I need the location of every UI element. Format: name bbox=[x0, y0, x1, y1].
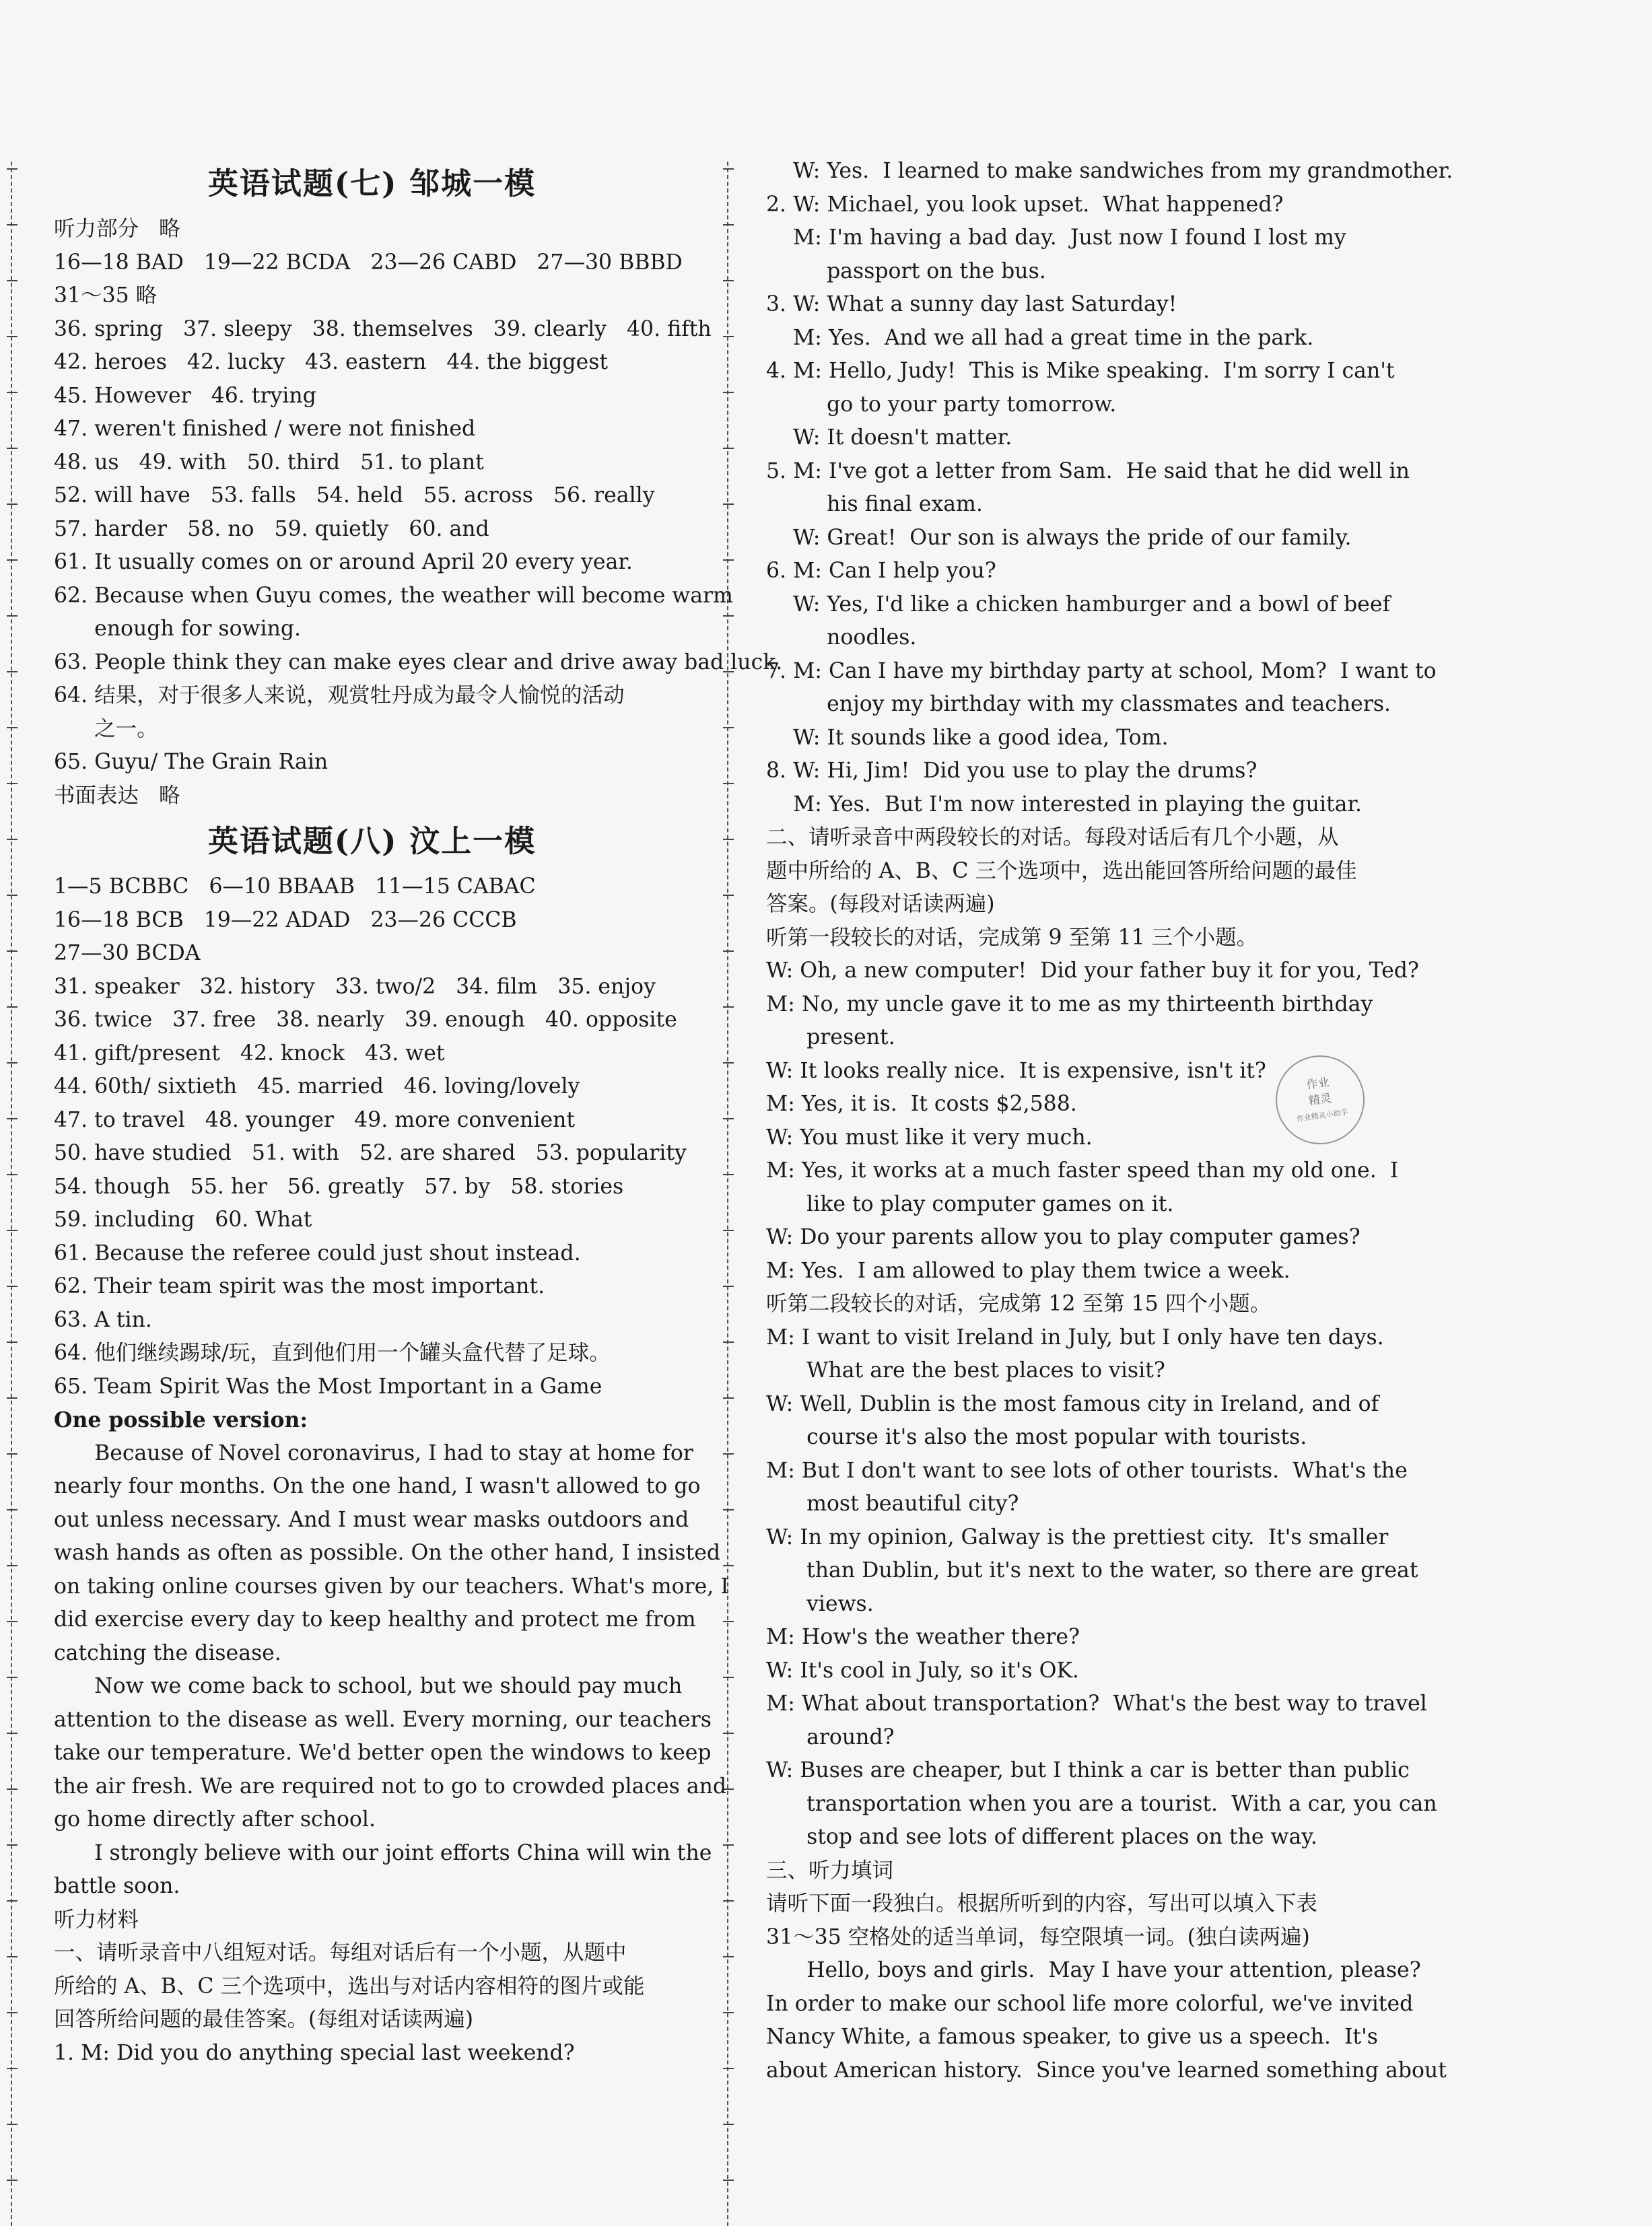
dialogue-line: Hello, boys and girls. May I have your attention, please? bbox=[766, 1958, 1421, 1982]
dialogue-line: his final exam. bbox=[766, 492, 983, 516]
dialogue-line: 4. M: Hello, Judy! This is Mike speaking. I'm sorry I can't bbox=[766, 359, 1395, 383]
section8-answers bbox=[54, 870, 690, 1403]
section7-answers bbox=[54, 213, 783, 812]
cut-tick bbox=[7, 615, 18, 617]
answer-line: 41. gift/present 42. knock 43. wet bbox=[54, 1041, 445, 1066]
answer-line: 63. People think they can make eyes clear and drive away bad luck. bbox=[54, 650, 783, 674]
answer-line: 65. Guyu/ The Grain Rain bbox=[54, 750, 329, 774]
answer-line: enough for sowing. bbox=[54, 617, 302, 641]
left-column bbox=[54, 155, 783, 2070]
left-cut-line bbox=[11, 162, 12, 2226]
instruction-line: 一、请听录音中八组短对话。每组对话后有一个小题，从题中 bbox=[54, 1941, 627, 1965]
cut-tick bbox=[723, 336, 734, 337]
cut-tick bbox=[7, 1844, 18, 1846]
cut-tick bbox=[7, 1733, 18, 1734]
dialogue-line: W: Yes. I learned to make sandwiches from my grandmother. bbox=[766, 159, 1453, 183]
stamp-text: 作业 bbox=[1305, 1075, 1330, 1092]
answer-line: 1—5 BCBBC 6—10 BBAAB 11—15 CABAC bbox=[54, 874, 536, 899]
cut-tick bbox=[723, 392, 734, 393]
answer-line: 42. heroes 42. lucky 43. eastern 44. the biggest bbox=[54, 350, 609, 374]
cut-tick bbox=[7, 839, 18, 840]
cut-tick bbox=[723, 2124, 734, 2125]
dialogue-line: M: I want to visit Ireland in July, but I only have ten days. bbox=[766, 1325, 1384, 1350]
listening-heading: 听力材料 bbox=[54, 1907, 139, 1932]
cut-tick bbox=[7, 1286, 18, 1287]
cut-tick bbox=[7, 1509, 18, 1510]
cut-tick bbox=[7, 1621, 18, 1622]
dialogue-line: W: Well, Dublin is the most famous city in Ireland, and of bbox=[766, 1391, 1379, 1416]
section8-title: 英语试题(八) 汶上一模 bbox=[207, 823, 537, 859]
answer-line: 61. Because the referee could just shout instead. bbox=[54, 1241, 581, 1265]
cut-tick bbox=[7, 2180, 18, 2181]
cut-tick bbox=[723, 2068, 734, 2069]
cut-tick bbox=[723, 615, 734, 617]
answer-line: 31. speaker 32. history 33. two/2 34. film 35. enjoy bbox=[54, 974, 656, 999]
cut-tick bbox=[7, 1174, 18, 1175]
cut-tick bbox=[723, 1062, 734, 1064]
answer-line: 52. will have 53. falls 54. held 55. across 56. really bbox=[54, 483, 655, 508]
answer-line: 64. 他们继续踢球/玩，直到他们用一个罐头盒代替了足球。 bbox=[54, 1341, 611, 1365]
dialogue-line: 题中所给的 A、B、C 三个选项中，选出能回答所给问题的最佳 bbox=[766, 858, 1357, 883]
cut-tick bbox=[7, 559, 18, 561]
center-cut-line bbox=[727, 162, 728, 2226]
essay-line: attention to the disease as well. Every morning, our teachers bbox=[54, 1707, 712, 1732]
cut-tick bbox=[7, 950, 18, 952]
dialogue-line: W: It doesn't matter. bbox=[766, 425, 1012, 450]
dialogue-line: 听第一段较长的对话，完成第 9 至第 11 三个小题。 bbox=[766, 925, 1258, 950]
dialogue-line: What are the best places to visit? bbox=[766, 1358, 1165, 1383]
cut-tick bbox=[723, 1844, 734, 1846]
dialogue-line: M: Yes, it is. It costs $2,588. bbox=[766, 1092, 1077, 1116]
cut-tick bbox=[7, 1788, 18, 1790]
cut-tick bbox=[723, 1677, 734, 1678]
answer-line: 61. It usually comes on or around April 20 every year. bbox=[54, 550, 633, 574]
answer-line: 听力部分 略 bbox=[54, 217, 180, 241]
cut-tick bbox=[7, 280, 18, 281]
cut-tick bbox=[723, 1230, 734, 1231]
answer-line: 54. though 55. her 56. greatly 57. by 58. stories bbox=[54, 1174, 624, 1199]
dialogue-line: course it's also the most popular with tourists. bbox=[766, 1425, 1307, 1449]
dialogue-line: 31～35 空格处的适当单词，每空限填一词。(独白读两遍) bbox=[766, 1924, 1310, 1949]
cut-tick bbox=[723, 1174, 734, 1175]
cut-tick bbox=[7, 392, 18, 393]
essay-line: take our temperature. We'd better open the windows to keep bbox=[54, 1741, 712, 1765]
dialogue-line: 三、听力填词 bbox=[766, 1858, 894, 1883]
answer-line: 36. twice 37. free 38. nearly 39. enough 40. opposite bbox=[54, 1008, 677, 1032]
dialogue-line: views. bbox=[766, 1591, 874, 1616]
cut-tick bbox=[723, 950, 734, 952]
cut-tick bbox=[7, 1900, 18, 1902]
dialogue-line: W: In my opinion, Galway is the prettiest city. It's smaller bbox=[766, 1525, 1389, 1550]
essay-line: out unless necessary. And I must wear masks outdoors and bbox=[54, 1507, 689, 1532]
answer-line: 47. to travel 48. younger 49. more convenient bbox=[54, 1107, 576, 1132]
answer-line: 44. 60th/ sixtieth 45. married 46. loving/lovely bbox=[54, 1074, 580, 1099]
answer-line: 62. Their team spirit was the most important. bbox=[54, 1274, 545, 1298]
cut-tick bbox=[7, 1062, 18, 1064]
dialogue-line: W: Great! Our son is always the pride of our family. bbox=[766, 525, 1352, 550]
dialogue-line: W: You must like it very much. bbox=[766, 1125, 1093, 1150]
answer-line: 45. However 46. trying bbox=[54, 383, 316, 408]
dialogue-line: W: Yes, I'd like a chicken hamburger and a bowl of beef bbox=[766, 592, 1391, 617]
answer-line: 62. Because when Guyu comes, the weather will become warm bbox=[54, 583, 733, 608]
answer-line: 65. Team Spirit Was the Most Important in a Game bbox=[54, 1374, 603, 1399]
dialogue-line: Nancy White, a famous speaker, to give us a speech. It's bbox=[766, 2025, 1378, 2049]
cut-tick bbox=[723, 1621, 734, 1622]
essay-line: the air fresh. We are required not to go to crowded places and bbox=[54, 1774, 727, 1799]
cut-tick bbox=[723, 1733, 734, 1734]
dialogue-line: 8. W: Hi, Jim! Did you use to play the drums? bbox=[766, 759, 1258, 783]
answer-line: 书面表达 略 bbox=[54, 783, 180, 808]
answer-line: 16—18 BAD 19—22 BCDA 23—26 CABD 27—30 BBBD bbox=[54, 250, 683, 275]
cut-tick bbox=[7, 2012, 18, 2013]
version-label: One possible version: bbox=[54, 1407, 308, 1432]
essay-line: Because of Novel coronavirus, I had to stay at home for bbox=[54, 1440, 693, 1465]
dialogue-line: W: Oh, a new computer! Did your father buy it for you, Ted? bbox=[766, 959, 1419, 983]
dialogue-line: M: Yes. I am allowed to play them twice a week. bbox=[766, 1258, 1290, 1283]
section7-title: 英语试题(七) 邹城一模 bbox=[207, 166, 537, 201]
dialogue-line: 听第二段较长的对话，完成第 12 至第 15 四个小题。 bbox=[766, 1292, 1272, 1316]
answer-line: 48. us 49. with 50. third 51. to plant bbox=[54, 450, 484, 475]
cut-tick bbox=[723, 1509, 734, 1510]
cut-tick bbox=[723, 1397, 734, 1399]
dialogue-line: 6. M: Can I help you? bbox=[766, 559, 996, 583]
answer-line: 16—18 BCB 19—22 ADAD 23—26 CCCB bbox=[54, 907, 517, 932]
cut-tick bbox=[723, 1342, 734, 1343]
dialogue-line: most beautiful city? bbox=[766, 1492, 1019, 1516]
dialogue-line: 请听下面一段独白。根据所听到的内容，写出可以填入下表 bbox=[766, 1891, 1318, 1916]
stamp-text: 精灵 bbox=[1307, 1091, 1333, 1109]
dialogue-line: go to your party tomorrow. bbox=[766, 392, 1117, 417]
dialogue-line: M: Yes. And we all had a great time in the park. bbox=[766, 325, 1314, 350]
cut-tick bbox=[723, 1006, 734, 1008]
answer-line: 64. 结果，对于很多人来说，观赏牡丹成为最令人愉悦的活动 bbox=[54, 683, 625, 707]
dialogue-line: noodles. bbox=[766, 625, 917, 650]
dialogue-line: enjoy my birthday with my classmates and teachers. bbox=[766, 692, 1391, 716]
dialogue-line: M: Yes. But I'm now interested in playing the guitar. bbox=[766, 792, 1363, 816]
cut-tick bbox=[7, 1397, 18, 1399]
cut-tick bbox=[723, 224, 734, 225]
answer-line: 47. weren't finished / were not finished bbox=[54, 417, 476, 441]
dialogue-line: 5. M: I've got a letter from Sam. He said that he did well in bbox=[766, 458, 1410, 483]
dialogue-line: passport on the bus. bbox=[766, 258, 1046, 283]
dialogue-line: W: Do your parents allow you to play computer games? bbox=[766, 1225, 1361, 1249]
essay-line: I strongly believe with our joint efforts China will win the bbox=[54, 1840, 712, 1865]
dialogue-line: 二、请听录音中两段较长的对话。每段对话后有几个小题，从 bbox=[766, 825, 1339, 849]
cut-tick bbox=[7, 1677, 18, 1678]
cut-tick bbox=[7, 1006, 18, 1008]
cut-tick bbox=[7, 2124, 18, 2125]
cut-tick bbox=[723, 1565, 734, 1566]
dialogue-line: 3. W: What a sunny day last Saturday! bbox=[766, 292, 1177, 316]
dialogue-line: 7. M: Can I have my birthday party at school, Mom? I want to bbox=[766, 658, 1437, 683]
dialogue-line: about American history. Since you've learned something about bbox=[766, 2058, 1447, 2083]
essay-line: wash hands as often as possible. On the other hand, I insisted bbox=[54, 1541, 721, 1565]
cut-tick bbox=[7, 2068, 18, 2069]
dialogue-line: W: It looks really nice. It is expensive, isn't it? bbox=[766, 1058, 1266, 1083]
cut-tick bbox=[7, 671, 18, 672]
cut-tick bbox=[7, 727, 18, 728]
cut-tick bbox=[7, 1118, 18, 1119]
dialogue-line: like to play computer games on it. bbox=[766, 1191, 1174, 1216]
dialogue-line: M: Yes, it works at a much faster speed than my old one. I bbox=[766, 1158, 1399, 1183]
dialogue-line: transportation when you are a tourist. With a car, you can bbox=[766, 1791, 1437, 1816]
cut-tick bbox=[7, 448, 18, 449]
cut-tick bbox=[723, 448, 734, 449]
cut-tick bbox=[723, 168, 734, 170]
dialogue-line: M: But I don't want to see lots of other tourists. What's the bbox=[766, 1458, 1408, 1483]
essay-line: go home directly after school. bbox=[54, 1807, 376, 1832]
cut-tick bbox=[723, 1118, 734, 1119]
dialogue-line: M: I'm having a bad day. Just now I found I lost my bbox=[766, 225, 1346, 250]
instruction-line: 回答所给问题的最佳答案。(每组对话读两遍) bbox=[54, 2007, 474, 2031]
stamp-text: 作业精灵小助手 bbox=[1296, 1107, 1349, 1124]
dialogue-line: M: What about transportation? What's the best way to travel bbox=[766, 1692, 1427, 1716]
cut-tick bbox=[7, 783, 18, 784]
cut-tick bbox=[7, 895, 18, 896]
cut-tick bbox=[7, 1342, 18, 1343]
cut-tick bbox=[723, 2180, 734, 2181]
dialogue-line: M: How's the weather there? bbox=[766, 1625, 1080, 1649]
dialogue-line: W: Buses are cheaper, but I think a car is better than public bbox=[766, 1758, 1410, 1782]
cut-tick bbox=[7, 1565, 18, 1566]
answer-line: 之一。 bbox=[54, 716, 158, 741]
cut-tick bbox=[723, 2012, 734, 2013]
dialogue-line: stop and see lots of different places on the way. bbox=[766, 1825, 1317, 1849]
cut-tick bbox=[7, 1453, 18, 1455]
cut-tick bbox=[7, 224, 18, 225]
cut-tick bbox=[723, 280, 734, 281]
dialogue-line: W: It sounds like a good idea, Tom. bbox=[766, 725, 1169, 750]
cut-tick bbox=[723, 839, 734, 840]
dialogue-line: In order to make our school life more colorful, we've invited bbox=[766, 1991, 1414, 2016]
essay-line: catching the disease. bbox=[54, 1640, 281, 1665]
cut-tick bbox=[7, 1230, 18, 1231]
essay-line: did exercise every day to keep healthy and protect me from bbox=[54, 1607, 696, 1632]
dialogue-line: M: No, my uncle gave it to me as my thirteenth birthday bbox=[766, 992, 1373, 1016]
answer-line: 59. including 60. What bbox=[54, 1208, 312, 1232]
answer-line: 31～35 略 bbox=[54, 283, 158, 308]
cut-tick bbox=[723, 1453, 734, 1455]
instruction-line: 所给的 A、B、C 三个选项中，选出与对话内容相符的图片或能 bbox=[54, 1974, 645, 1998]
cut-tick bbox=[723, 895, 734, 896]
dialogue-line: 答案。(每段对话读两遍) bbox=[766, 892, 995, 916]
cut-tick bbox=[723, 783, 734, 784]
essay-line: on taking online courses given by our teachers. What's more, I bbox=[54, 1574, 729, 1599]
dialogue-line: than Dublin, but it's next to the water, so there are great bbox=[766, 1558, 1418, 1582]
dialogue-line: W: It's cool in July, so it's OK. bbox=[766, 1658, 1079, 1683]
cut-tick bbox=[723, 559, 734, 561]
cut-tick bbox=[7, 1956, 18, 1957]
cut-tick bbox=[723, 1900, 734, 1902]
answer-line: 27—30 BCDA bbox=[54, 941, 201, 965]
cut-tick bbox=[723, 1956, 734, 1957]
cut-tick bbox=[7, 503, 18, 505]
cut-tick bbox=[7, 336, 18, 337]
essay-line: nearly four months. On the one hand, I wasn't allowed to go bbox=[54, 1474, 701, 1498]
dialogue-line: 1. M: Did you do anything special last weekend? bbox=[54, 2040, 575, 2065]
cut-tick bbox=[723, 727, 734, 728]
answer-line: 50. have studied 51. with 52. are shared 53. popularity bbox=[54, 1141, 687, 1165]
essay bbox=[54, 1437, 729, 2071]
cut-tick bbox=[7, 168, 18, 170]
answer-line: 57. harder 58. no 59. quietly 60. and bbox=[54, 516, 489, 541]
dialogue-line: around? bbox=[766, 1725, 895, 1749]
dialogue-line: 2. W: Michael, you look upset. What happened? bbox=[766, 192, 1284, 217]
answer-line: 63. A tin. bbox=[54, 1307, 152, 1332]
answer-line: 36. spring 37. sleepy 38. themselves 39. clearly 40. fifth bbox=[54, 316, 712, 341]
essay-line: battle soon. bbox=[54, 1874, 180, 1898]
cut-tick bbox=[723, 1286, 734, 1287]
cut-tick bbox=[723, 503, 734, 505]
essay-line: Now we come back to school, but we should pay much bbox=[54, 1674, 683, 1698]
dialogue-line: present. bbox=[766, 1025, 895, 1049]
